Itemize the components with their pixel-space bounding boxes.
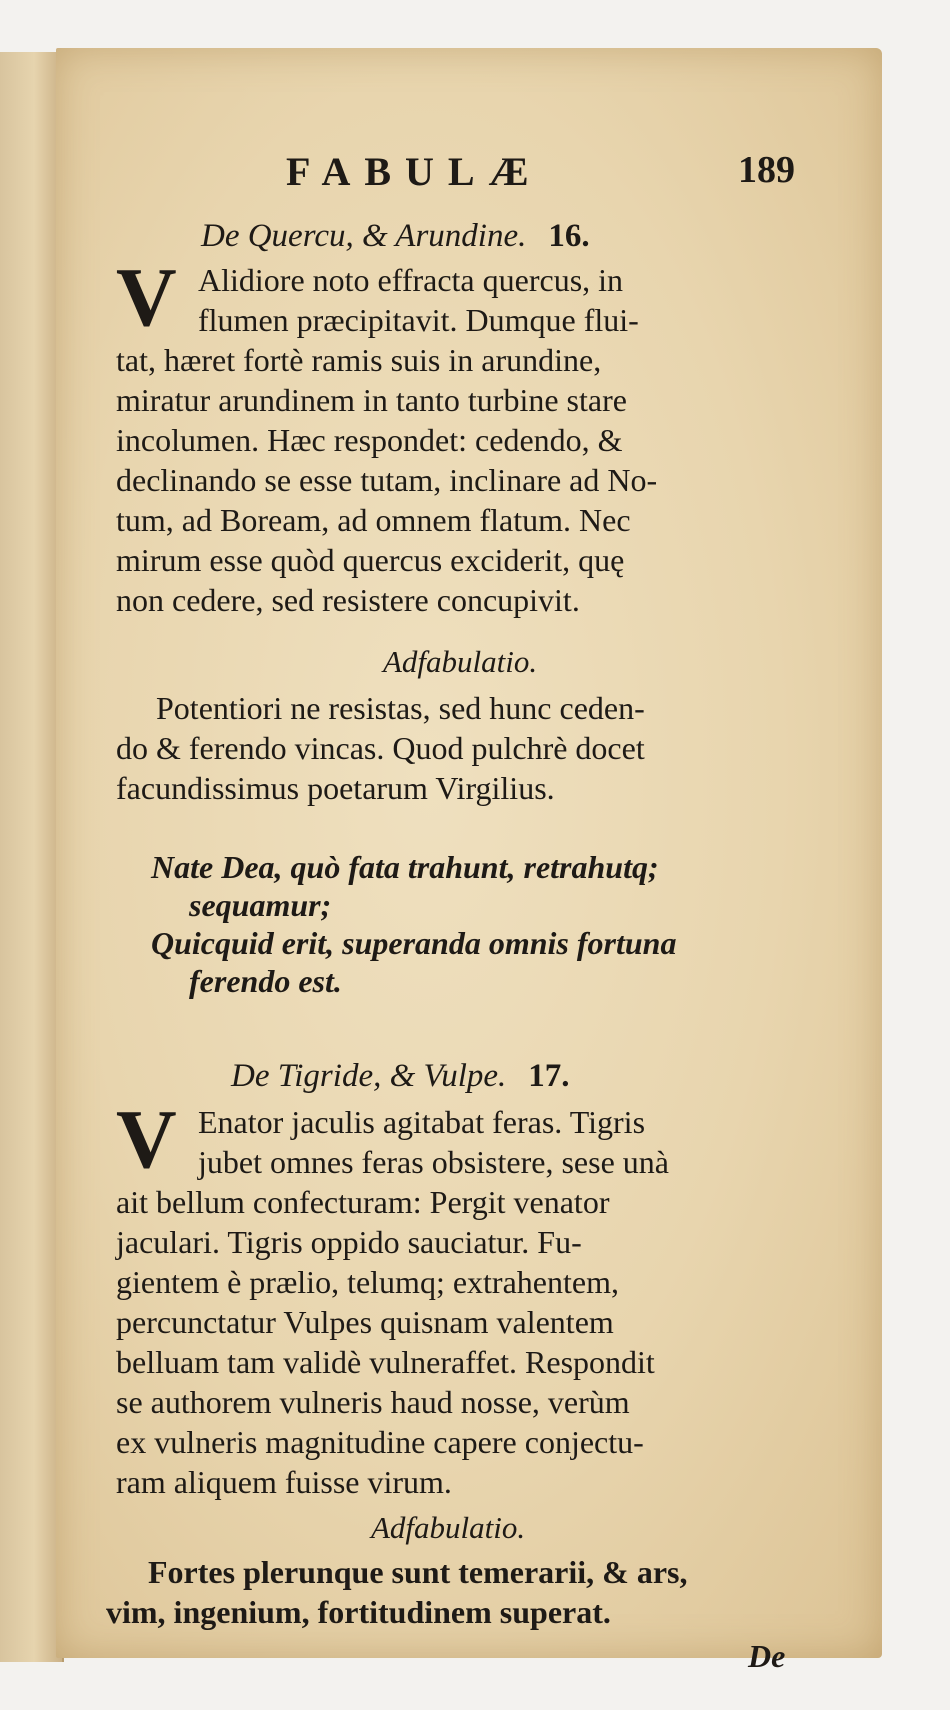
book-page <box>56 48 882 1674</box>
fable-17-title-text: De Tigride, & Vulpe. <box>231 1058 507 1094</box>
text-line: percunctatur Vulpes quisnam valentem <box>116 1304 614 1340</box>
text-line: belluam tam validè vulneraffet. Respondit <box>116 1344 655 1380</box>
moral-line: do & ferendo vincas. Quod pulchrè docet <box>116 730 645 766</box>
fable-16-moral <box>116 688 902 808</box>
fable-16-number: 16. <box>548 218 590 254</box>
text-line: flumen præcipitavit. Dumque flui- <box>198 302 639 338</box>
catchword: De <box>748 1638 786 1674</box>
fable-17-number: 17. <box>528 1058 570 1094</box>
fable-16-dropcap: V <box>116 251 177 344</box>
facing-page-edge <box>0 52 64 1662</box>
text-line: jaculari. Tigris oppido sauciatur. Fu- <box>116 1224 582 1260</box>
text-line: miratur arundinem in tanto turbine stare <box>116 382 627 418</box>
fable-17-text <box>116 1093 902 1502</box>
verse-line: Quicquid erit, superanda omnis fortuna <box>151 925 677 961</box>
page-number: 189 <box>738 149 795 191</box>
moral-line: vim, ingenium, fortitudinem superat. <box>106 1594 611 1630</box>
verse-line: Nate Dea, quò fata trahunt, retrahutq; <box>151 849 659 885</box>
moral-line: Potentiori ne resistas, sed hunc ceden- <box>156 690 645 726</box>
fable-16-text <box>116 251 902 620</box>
text-line: Enator jaculis agitabat feras. Tigris <box>198 1104 646 1140</box>
text-line: incolumen. Hæc respondet: cedendo, & <box>116 422 623 458</box>
text-line: ait bellum confecturam: Pergit venator <box>116 1184 610 1220</box>
moral-line: Fortes plerunque sunt temerarii, & ars, <box>148 1554 688 1590</box>
fable-16-title <box>201 218 590 255</box>
fable-16-adfabulatio-label: Adfabulatio. <box>383 644 538 679</box>
text-line: non cedere, sed resistere concupivit. <box>116 582 580 618</box>
verse-line: ferendo est. <box>189 963 342 999</box>
virgil-verse <box>151 848 676 1000</box>
fable-17-dropcap: V <box>116 1093 177 1186</box>
running-title: FABULÆ <box>286 149 543 194</box>
text-line: declinando se esse tutam, inclinare ad No- <box>116 462 658 498</box>
text-line: jubet omnes feras obsistere, sese unà <box>198 1144 669 1180</box>
fable-17-adfabulatio-label: Adfabulatio. <box>371 1510 526 1545</box>
text-line: ex vulneris magnitudine capere conjectu- <box>116 1424 644 1460</box>
text-line: tat, hæret fortè ramis suis in arundine, <box>116 342 602 378</box>
fable-17-title <box>231 1058 570 1095</box>
text-line: mirum esse quòd quercus exciderit, quę <box>116 542 625 578</box>
text-line: se authorem vulneris haud nosse, verùm <box>116 1384 630 1420</box>
text-line: tum, ad Boream, ad omnem flatum. Nec <box>116 502 631 538</box>
text-line: ram aliquem fuisse virum. <box>116 1464 452 1500</box>
fable-17-moral <box>106 1552 892 1632</box>
verse-line: sequamur; <box>189 887 332 923</box>
text-line: Alidiore noto effracta quercus, in <box>198 262 624 298</box>
fable-16-title-text: De Quercu, & Arundine. <box>201 218 527 254</box>
page-header <box>56 148 882 198</box>
moral-line: facundissimus poetarum Virgilius. <box>116 770 555 806</box>
text-line: gientem è prælio, telumq; extrahentem, <box>116 1264 619 1300</box>
